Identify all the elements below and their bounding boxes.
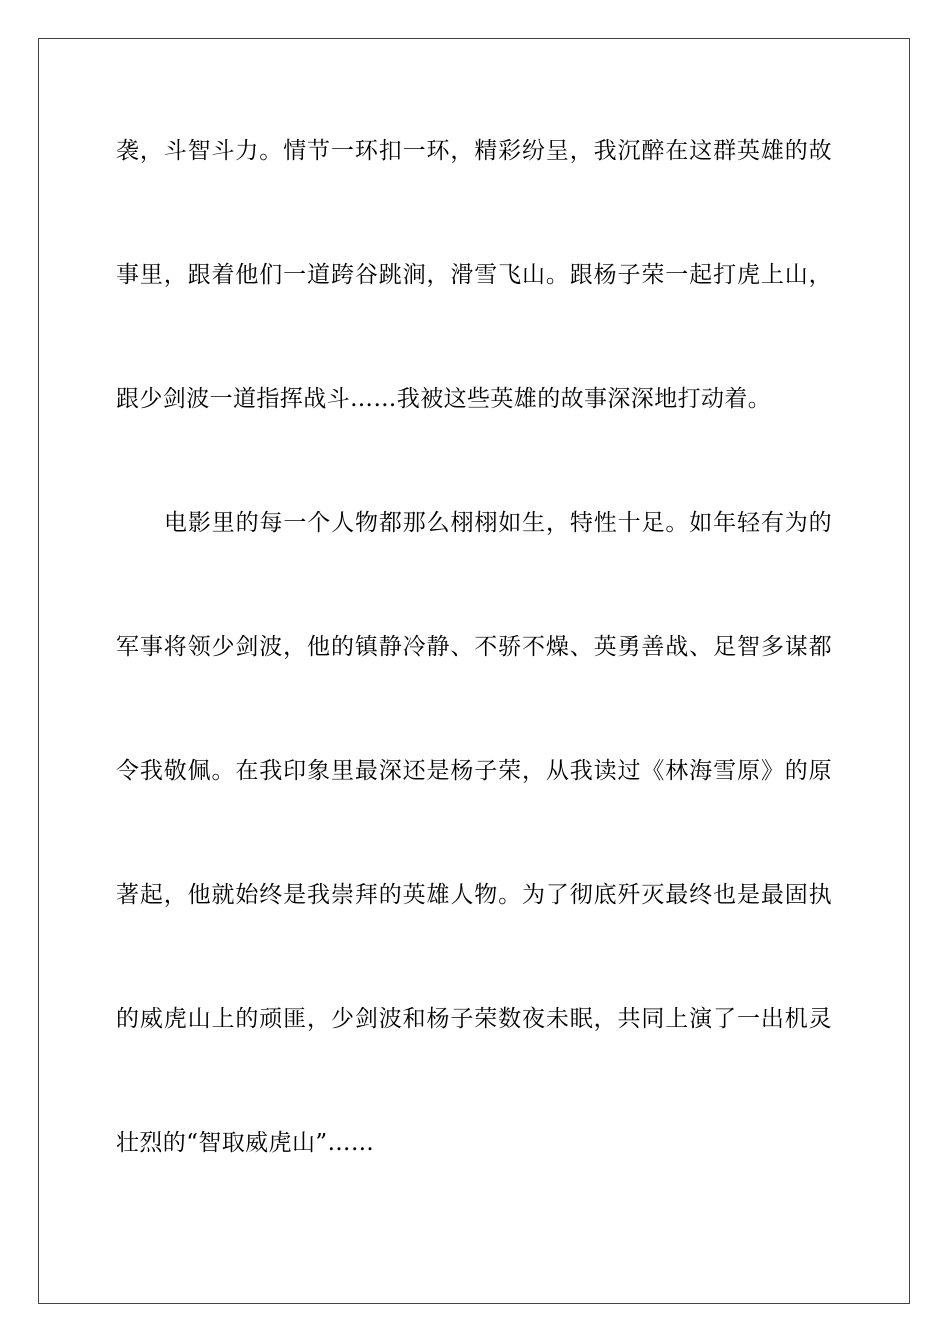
text-line-3: 跟少剑波一道指挥战斗……我被这些英雄的故事深深地打动着。 [116,386,772,412]
text-line-6: 令我敬佩。在我印象里最深还是杨子荣，从我读过《林海雪原》的原 [116,758,832,784]
text-line-1: 袭，斗智斗力。情节一环扣一环，精彩纷呈，我沉醉在这群英雄的故 [116,138,832,164]
text-line-2: 事里，跟着他们一道跨谷跳涧，滑雪飞山。跟杨子荣一起打虎上山， [116,262,832,288]
text-line-9: 壮烈的“智取威虎山”…… [116,1130,375,1156]
text-line-7: 著起，他就始终是我崇拜的英雄人物。为了彻底歼灭最终也是最固执 [116,882,832,908]
text-line-8: 的威虎山上的顽匪，少剑波和杨子荣数夜未眠，共同上演了一出机灵 [116,1006,832,1032]
text-line-4: 电影里的每一个人物都那么栩栩如生，特性十足。如年轻有为的 [164,510,832,536]
page-border [38,38,910,1304]
text-line-5: 军事将领少剑波，他的镇静冷静、不骄不燥、英勇善战、足智多谋都 [116,634,832,660]
